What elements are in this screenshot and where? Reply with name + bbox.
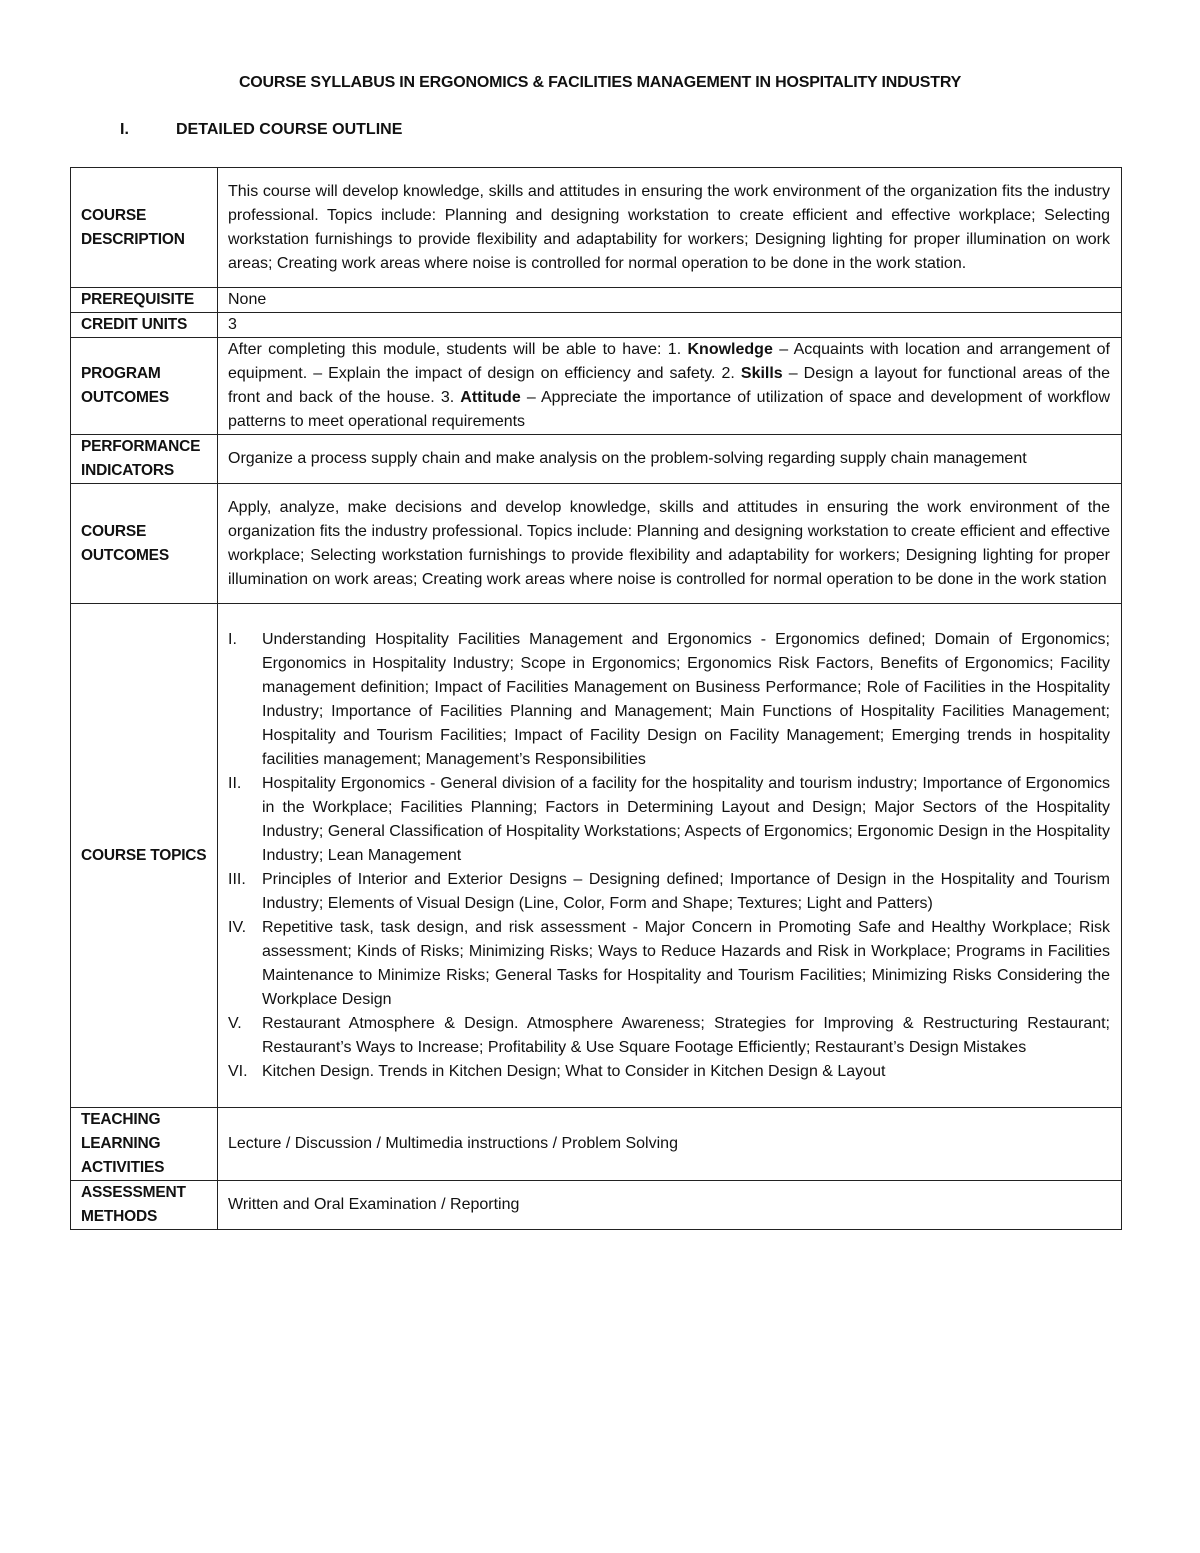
list-item-topic bbox=[228, 1060, 1110, 1084]
credit-units-value: 3 bbox=[218, 313, 1122, 338]
topic-text: Principles of Interior and Exterior Designs – Designing defined; Importance of Design in the Hospitality and Tourism Industry; Elements of Visual Design (Line, Color, Form and Shape; Textures; Light and Patters) bbox=[262, 870, 1110, 912]
outcome-knowledge-text: – Acquaints with location and arrangement of equipment. – Explain the impact of design on efficiency and safety. 2. bbox=[228, 341, 1110, 382]
row-label-course-outcomes: COURSE OUTCOMES bbox=[71, 484, 218, 604]
topic-text: Restaurant Atmosphere & Design. Atmosphere Awareness; Strategies for Improving & Restructuring Restaurant; Restaurant’s Ways to Increase; Profitability & Use Square Footage Efficiently; Restaurant’s Design Mistakes bbox=[262, 1014, 1110, 1056]
table-row-course-description bbox=[71, 168, 1122, 288]
row-label-teaching-learning-activities: TEACHING LEARNING ACTIVITIES bbox=[71, 1108, 218, 1181]
topic-numeral: I. bbox=[228, 630, 237, 648]
table-row-program-outcomes bbox=[71, 338, 1122, 435]
prerequisite-value: None bbox=[218, 288, 1122, 313]
topic-text: Understanding Hospitality Facilities Management and Ergonomics - Ergonomics defined; Domain of Ergonomics; Ergonomics in Hospitality Industry; Scope in Ergonomics; Ergonomics Risk Factors, Benefits of Ergonomics; Facility management definition; Impact of Facilities Management on Business Performance; Role of Facilities in the Hospitality Industry; Importance of Facilities Planning and Management; Main Functions of Hospitality Facilities Management; Hospitality and Tourism Facilities; Impact of Facility Design on Facility Management; Emerging trends in hospitality facilities management; Management’s Responsibilities bbox=[262, 630, 1110, 768]
topic-numeral: VI. bbox=[228, 1062, 248, 1080]
outcome-attitude-text: – Appreciate the importance of utilization of space and development of workflow patterns to meet operational requirements bbox=[228, 389, 1111, 430]
table-row-performance-indicators bbox=[71, 435, 1122, 484]
program-outcomes-intro: After completing this module, students will be able to have: 1. bbox=[228, 341, 688, 358]
section-heading bbox=[120, 121, 402, 139]
document-title: COURSE SYLLABUS IN ERGONOMICS & FACILITIES MANAGEMENT IN HOSPITALITY INDUSTRY bbox=[238, 74, 962, 91]
topic-text: Kitchen Design. Trends in Kitchen Design; What to Consider in Kitchen Design & Layout bbox=[262, 1062, 886, 1080]
outcome-attitude-label: Attitude bbox=[460, 389, 521, 406]
table-row-course-topics bbox=[71, 604, 1122, 1108]
assessment-methods-text: Written and Oral Examination / Reporting bbox=[218, 1181, 1122, 1230]
topic-numeral: IV. bbox=[228, 918, 247, 936]
list-item-topic bbox=[228, 916, 1110, 1012]
course-topics-cell bbox=[218, 604, 1122, 1108]
outcome-skills-text: – Design a layout for functional areas of the front and back of the house. 3. bbox=[228, 365, 1110, 406]
section-number: I. bbox=[120, 121, 129, 138]
row-label-course-topics: COURSE TOPICS bbox=[71, 604, 218, 1108]
row-label-credit-units: CREDIT UNITS bbox=[71, 313, 218, 338]
row-label-assessment-methods: ASSESSMENT METHODS bbox=[71, 1181, 218, 1230]
topic-numeral: II. bbox=[228, 774, 242, 792]
course-topics-list bbox=[228, 628, 1110, 1084]
topic-numeral: III. bbox=[228, 870, 246, 888]
course-description-text: This course will develop knowledge, skills and attitudes in ensuring the work environment of the organization fits the industry professional. Topics include: Planning and designing workstation to create efficient and effective workplace; Selecting workstation furnishings to provide flexibility and adaptability for workers; Designing lighting for proper illumination on work areas; Creating work areas where noise is controlled for normal operation to be done in the work station. bbox=[218, 168, 1122, 288]
row-label-performance-indicators: PERFORMANCE INDICATORS bbox=[71, 435, 218, 484]
table-row-prerequisite bbox=[71, 288, 1122, 313]
outcome-knowledge-label: Knowledge bbox=[687, 341, 773, 358]
performance-indicators-text: Organize a process supply chain and make analysis on the problem-solving regarding supply chain management bbox=[218, 435, 1122, 484]
program-outcomes-text bbox=[218, 338, 1122, 435]
table-row-credit-units bbox=[71, 313, 1122, 338]
section-title: DETAILED COURSE OUTLINE bbox=[176, 121, 403, 138]
list-item-topic bbox=[228, 868, 1110, 916]
row-label-course-description: COURSE DESCRIPTION bbox=[71, 168, 218, 288]
outcome-skills-label: Skills bbox=[740, 365, 783, 382]
list-item-topic bbox=[228, 1012, 1110, 1060]
table-row-course-outcomes bbox=[71, 484, 1122, 604]
row-label-program-outcomes: PROGRAM OUTCOMES bbox=[71, 338, 218, 435]
list-item-topic bbox=[228, 628, 1110, 772]
row-label-prerequisite: PREREQUISITE bbox=[71, 288, 218, 313]
list-item-topic bbox=[228, 772, 1110, 868]
topic-text: Hospitality Ergonomics - General division of a facility for the hospitality and tourism industry; Importance of Ergonomics in the Workplace; Facilities Planning; Factors in Determining Layout and Design; Major Sectors of the Hospitality Industry; General Classification of Hospitality Workstations; Aspects of Ergonomics; Ergonomic Design in the Hospitality Industry; Lean Management bbox=[262, 774, 1110, 864]
course-outcomes-text: Apply, analyze, make decisions and develop knowledge, skills and attitudes in ensuring the work environment of the organization fits the industry professional. Topics include: Planning and designing workstation to create efficient and effective workplace; Selecting workstation furnishings to provide flexibility and adaptability for workers; Designing lighting for proper illumination on work areas; Creating work areas where noise is controlled for normal operation to be done in the work station bbox=[218, 484, 1122, 604]
teaching-learning-activities-text: Lecture / Discussion / Multimedia instructions / Problem Solving bbox=[218, 1108, 1122, 1181]
table-row-teaching-learning-activities bbox=[71, 1108, 1122, 1181]
course-outline-table bbox=[70, 167, 1122, 1230]
topic-text: Repetitive task, task design, and risk assessment - Major Concern in Promoting Safe and Healthy Workplace; Risk assessment; Kinds of Risks; Minimizing Risks; Ways to Reduce Hazards and Risk in Workplace; Programs in Facilities Maintenance to Minimize Risks; General Tasks for Hospitality and Tourism Facilities; Minimizing Risks Considering the Workplace Design bbox=[262, 918, 1110, 1008]
table-row-assessment-methods bbox=[71, 1181, 1122, 1230]
topic-numeral: V. bbox=[228, 1014, 242, 1032]
